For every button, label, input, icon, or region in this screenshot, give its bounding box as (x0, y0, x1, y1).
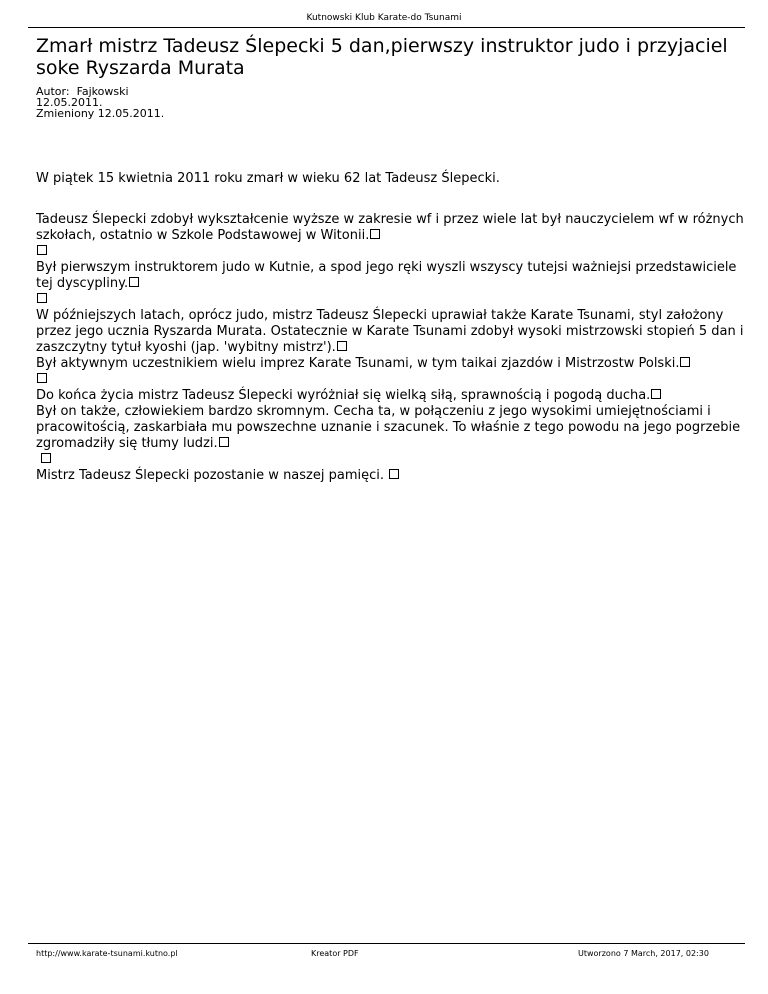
footer-generator: Kreator PDF (311, 949, 359, 958)
body-line (36, 292, 746, 308)
body-line (36, 212, 746, 244)
footer-divider (28, 943, 745, 944)
footer-url[interactable]: http://www.karate-tsunami.kutno.pl (36, 949, 178, 958)
missing-glyph-box (219, 437, 229, 447)
missing-glyph-box (651, 389, 661, 399)
body-line-text: Do końca życia mistrz Tadeusz Ślepecki wyróżniał się wielką siłą, sprawnością i pogodą ducha. (36, 388, 651, 403)
date-line: 12.05.2011. (36, 96, 103, 109)
missing-glyph-box (389, 469, 399, 479)
body-line-text: W późniejszych latach, oprócz judo, mistrz Tadeusz Ślepecki uprawiał także Karate Tsunami, styl założony przez jego ucznia Ryszarda Murata. Ostatecznie w Karate Tsunami zdobył wysoki mistrzowski stopień 5 dan i zaszczytny tytuł kyoshi (jap. 'wybitny mistrz'). (36, 308, 744, 355)
body-line (36, 468, 746, 484)
missing-glyph-box (37, 293, 47, 303)
body-line (36, 404, 746, 452)
body-line (36, 452, 746, 468)
author-line: Autor: Fajkowski (36, 85, 129, 98)
missing-glyph-box (41, 453, 51, 463)
body-line (36, 308, 746, 356)
modified-line: Zmieniony 12.05.2011. (36, 107, 165, 120)
article-meta (36, 86, 164, 119)
body-line-text (36, 452, 40, 467)
body-line-text: Mistrz Tadeusz Ślepecki pozostanie w naszej pamięci. (36, 468, 389, 483)
body-line (36, 356, 746, 372)
missing-glyph-box (370, 229, 380, 239)
missing-glyph-box (337, 341, 347, 351)
body-line (36, 244, 746, 260)
article-body (36, 212, 746, 484)
missing-glyph-box (37, 373, 47, 383)
body-line-text: Tadeusz Ślepecki zdobył wykształcenie wyższe w zakresie wf i przez wiele lat był nauczycielem wf w różnych szkołach, ostatnio w Szkole Podstawowej w Witonii. (36, 212, 744, 243)
footer-created: Utworzono 7 March, 2017, 02:30 (578, 949, 709, 958)
article-lead: W piątek 15 kwietnia 2011 roku zmarł w wieku 62 lat Tadeusz Ślepecki. (36, 171, 500, 186)
body-line-text: Był aktywnym uczestnikiem wielu imprez Karate Tsunami, w tym taikai zjazdów i Mistrzostw Polski. (36, 356, 680, 371)
missing-glyph-box (680, 357, 690, 367)
page-header: Kutnowski Klub Karate-do Tsunami (306, 13, 462, 23)
missing-glyph-box (129, 277, 139, 287)
header-divider (28, 27, 745, 28)
body-line (36, 372, 746, 388)
body-line-text: Był pierwszym instruktorem judo w Kutnie, a spod jego ręki wyszli wszyscy tutejsi ważniejsi przedstawiciele tej dyscypliny. (36, 260, 737, 291)
body-line (36, 260, 746, 292)
article-title: Zmarł mistrz Tadeusz Ślepecki 5 dan,pierwszy instruktor judo i przyjaciel soke Ryszarda Murata (36, 35, 728, 79)
body-line (36, 388, 746, 404)
missing-glyph-box (37, 245, 47, 255)
body-line-text: Był on także, człowiekiem bardzo skromnym. Cecha ta, w połączeniu z jego wysokimi umiejętnościami i pracowitością, zaskarbiała mu powszechne uznanie i szacunek. To właśnie z tego powodu na jego pogrzebie zgromadziły się tłumy ludzi. (36, 404, 741, 451)
